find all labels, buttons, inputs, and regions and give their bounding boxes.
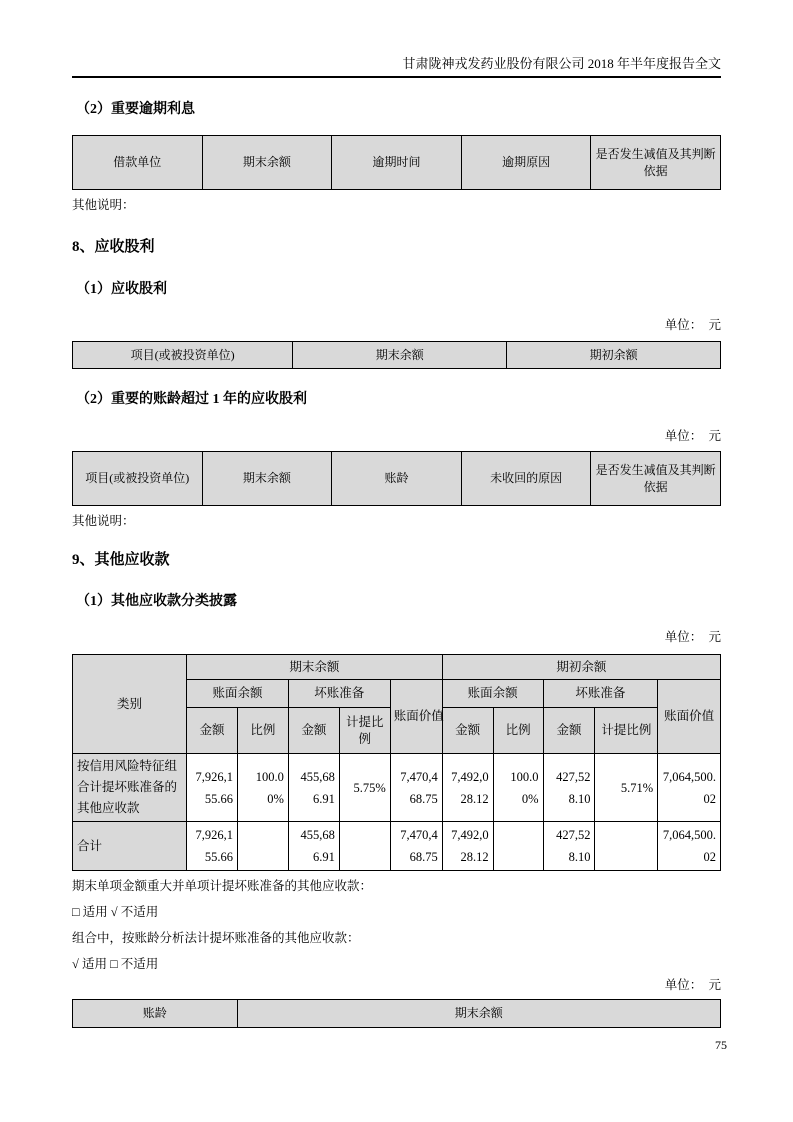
table-cell: 5.75%: [339, 754, 390, 822]
note-aging-analysis: 组合中，按账龄分析法计提坏账准备的其他应收款：: [72, 931, 360, 945]
table-cell: 455,686.91: [288, 754, 339, 822]
table-header-cell: 期末余额: [187, 655, 443, 680]
table-header-cell: 未收回的原因: [461, 452, 591, 506]
table-row: [73, 822, 721, 871]
table-header-cell: 账面价值: [390, 680, 442, 754]
heading-dividends-receivable: 8、应收股利: [72, 239, 155, 255]
table-header-cell: 金额: [442, 708, 493, 754]
table-header-cell: 金额: [187, 708, 238, 754]
table-header-cell: 类别: [73, 655, 187, 754]
heading-overdue-interest: （2）重要逾期利息: [76, 102, 195, 117]
table-header-cell: 期末余额: [202, 136, 332, 190]
table-header-cell: 期末余额: [202, 452, 332, 506]
page-number: 75: [715, 1038, 727, 1052]
row-category: 按信用风险特征组合计提坏账准备的其他应收款: [73, 754, 187, 822]
table-header-cell: 期初余额: [442, 655, 720, 680]
row-category: 合计: [73, 822, 187, 871]
table-cell: 7,926,155.66: [187, 822, 238, 871]
table-header-cell: 账面余额: [187, 680, 289, 708]
table-cell: [339, 822, 390, 871]
table-header-cell: 逾期原因: [461, 136, 591, 190]
table-header-cell: 账龄: [73, 1000, 238, 1028]
table-header-cell: 是否发生减值及其判断依据: [591, 136, 721, 190]
other-note: 其他说明：: [72, 514, 135, 528]
unit-label: 单位： 元: [664, 978, 721, 992]
table-row: [73, 754, 721, 822]
table-header-cell: 计提比例: [595, 708, 658, 754]
table-header-cell: 期末余额: [237, 1000, 720, 1028]
table-cell: 7,492,028.12: [442, 754, 493, 822]
table-cell: 7,064,500.02: [658, 754, 721, 822]
table-cell: [237, 822, 288, 871]
table-cell: [493, 822, 543, 871]
heading-dividends-sub2: （2）重要的账龄超过 1 年的应收股利: [76, 392, 307, 407]
table-cell: 7,492,028.12: [442, 822, 493, 871]
table-header-cell: 金额: [543, 708, 595, 754]
aging-table: [72, 999, 721, 1028]
report-header-title: 甘肃陇神戎发药业股份有限公司 2018 年半年度报告全文: [402, 56, 721, 71]
header-rule: [72, 76, 721, 78]
aged-dividends-table: [72, 451, 721, 506]
table-header-cell: 项目(或被投资单位): [73, 452, 203, 506]
other-note: 其他说明：: [72, 198, 135, 212]
table-cell: 100.00%: [237, 754, 288, 822]
table-header-cell: 账面余额: [442, 680, 543, 708]
checkbox-line-applicable: √ 适用 □ 不适用: [72, 957, 159, 971]
checkbox-line-not-applicable: □ 适用 √ 不适用: [72, 905, 159, 919]
table-header-cell: 是否发生减值及其判断依据: [591, 452, 721, 506]
table-header-cell: 比例: [493, 708, 543, 754]
table-header-cell: 账面价值: [658, 680, 721, 754]
table-header-cell: 期末余额: [293, 342, 507, 369]
table-header-cell: 计提比例: [339, 708, 390, 754]
note-individual-significant: 期末单项金额重大并单项计提坏账准备的其他应收款：: [72, 879, 373, 893]
table-cell: 7,470,468.75: [390, 754, 442, 822]
table-cell: 455,686.91: [288, 822, 339, 871]
table-cell: 7,470,468.75: [390, 822, 442, 871]
unit-label: 单位： 元: [664, 630, 721, 644]
table-cell: 427,528.10: [543, 754, 595, 822]
table-cell: 5.71%: [595, 754, 658, 822]
unit-label: 单位： 元: [664, 429, 721, 443]
table-header-cell: 借款单位: [73, 136, 203, 190]
table-header-cell: 账龄: [332, 452, 462, 506]
table-cell: 427,528.10: [543, 822, 595, 871]
table-header-cell: 比例: [237, 708, 288, 754]
table-cell: 7,064,500.02: [658, 822, 721, 871]
table-header-cell: 坏账准备: [543, 680, 658, 708]
table-cell: 7,926,155.66: [187, 754, 238, 822]
dividends-table: [72, 341, 721, 369]
heading-other-receivables: 9、其他应收款: [72, 552, 170, 568]
table-cell: 100.00%: [493, 754, 543, 822]
table-header-cell: 逾期时间: [332, 136, 462, 190]
table-cell: [595, 822, 658, 871]
other-receivables-classification-table: [72, 654, 721, 871]
overdue-interest-table: [72, 135, 721, 190]
heading-other-receivables-sub1: （1）其他应收款分类披露: [76, 594, 237, 609]
table-header-cell: 项目(或被投资单位): [73, 342, 293, 369]
unit-label: 单位： 元: [664, 318, 721, 332]
table-header-cell: 坏账准备: [288, 680, 390, 708]
table-header-cell: 期初余额: [507, 342, 721, 369]
heading-dividends-sub1: （1）应收股利: [76, 282, 167, 297]
table-header-cell: 金额: [288, 708, 339, 754]
